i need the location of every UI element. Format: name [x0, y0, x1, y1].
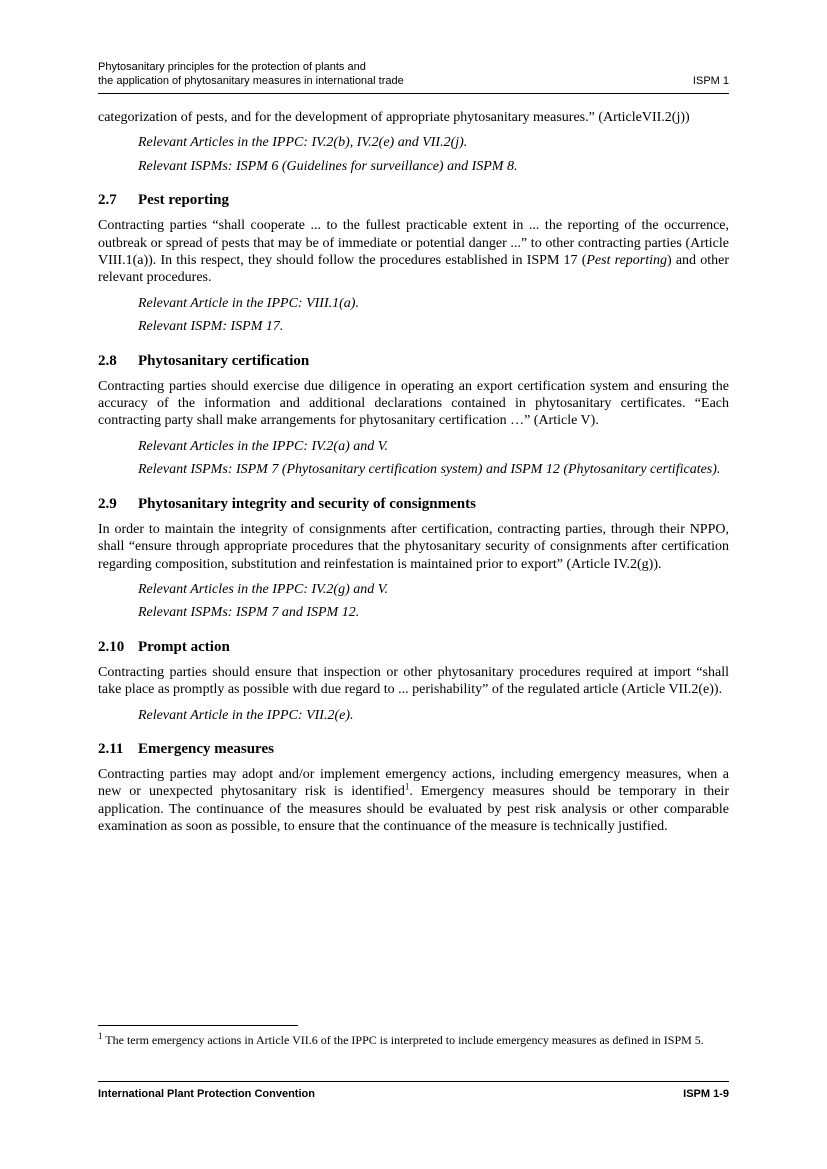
section-heading-2-7: 2.7 Pest reporting	[98, 192, 229, 209]
header-title-line2: the application of phytosanitary measures in international trade	[98, 75, 404, 87]
reference-line: Relevant Articles in the IPPC: IV.2(b), IV.2(e) and VII.2(j).	[138, 135, 468, 151]
page-footer	[98, 1088, 729, 1100]
section-heading-2-9: 2.9 Phytosanitary integrity and security of consignments	[98, 495, 476, 512]
section-heading-2-11: 2.11 Emergency measures	[98, 740, 274, 757]
footnote-text: The term emergency actions in Article VII.6 of the IPPC is interpreted to include emergency measures as defined in ISPM 5.	[102, 1033, 704, 1047]
page-body	[98, 109, 729, 836]
section-2-9-paragraph: In order to maintain the integrity of consignments after certification, contracting parties, through their NPPO, shall “ensure through appropriate procedures that the phytosanitary security of consignments after certification regarding composition, substitution and reinfestation is maintained prior to export” (Article IV.2(g)).	[98, 521, 729, 572]
footnote-reference: 1	[404, 781, 410, 792]
header-doc-id: ISPM 1	[692, 75, 729, 87]
footnote	[98, 1033, 729, 1048]
section-2-8-references	[138, 438, 729, 479]
reference-line: Relevant Articles in the IPPC: IV.2(g) and V.	[138, 581, 389, 597]
reference-line: Relevant ISPM: ISPM 17.	[138, 319, 284, 335]
intro-paragraph: categorization of pests, and for the development of appropriate phytosanitary measures.” (ArticleVII.2(j))	[98, 110, 690, 125]
reference-line: Relevant Article in the IPPC: VIII.1(a).	[138, 295, 359, 311]
section-2-7-paragraph: Contracting parties “shall cooperate ... to the fullest practicable extent in ... the reporting of the occurrence, outbreak or spread of pests that may be of immediate or potential danger ...” to other contracting parties (Article VIII.1(a)). In this respect, they should follow the procedures established in ISPM 17 (Pest reporting) and other relevant procedures.	[98, 218, 729, 286]
section-2-10-paragraph: Contracting parties should ensure that inspection or other phytosanitary procedures required at import “shall take place as promptly as possible with due regard to ... perishability” of the regulated article (Article VII.2(e)).	[98, 664, 729, 698]
footnote-mark: 1	[98, 1031, 103, 1041]
footer-divider	[98, 1081, 729, 1082]
footer-page-number: ISPM 1-9	[683, 1088, 729, 1100]
reference-line: Relevant ISPMs: ISPM 6 (Guidelines for surveillance) and ISPM 8.	[138, 158, 518, 174]
reference-line: Relevant ISPMs: ISPM 7 (Phytosanitary certification system) and ISPM 12 (Phytosanitary certificates).	[138, 462, 721, 478]
reference-line: Relevant Article in the IPPC: VII.2(e).	[138, 707, 354, 723]
section-2-8-paragraph: Contracting parties should exercise due diligence in operating an export certification system and ensuring the accuracy of the information and additional declarations contained in phytosanitary certificates. “Each contracting party shall make arrangements for phytosanitary certification …” (Article V).	[98, 378, 729, 429]
section-2-7-references	[138, 295, 729, 336]
intro-references	[138, 134, 729, 175]
section-heading-2-8: 2.8 Phytosanitary certification	[98, 352, 310, 369]
reference-line: Relevant ISPMs: ISPM 7 and ISPM 12.	[138, 605, 360, 621]
header-title-line1: Phytosanitary principles for the protection of plants and	[98, 61, 366, 73]
section-2-11-paragraph: Contracting parties may adopt and/or implement emergency actions, including emergency measures, when a new or unexpected phytosanitary risk is identified$^1$. Emergency measures should be temporary in their application. The continuance of the measures should be evaluated by pest risk analysis or other comparable examination as soon as possible, to ensure that the continuance of the measure is technically justified.	[98, 766, 729, 835]
reference-line: Relevant Articles in the IPPC: IV.2(a) and V.	[138, 438, 389, 454]
footer-organization: International Plant Protection Convention	[98, 1088, 315, 1100]
section-2-10-references	[138, 707, 729, 724]
section-2-9-references	[138, 581, 729, 622]
footnote-divider	[98, 1025, 298, 1026]
page-header	[98, 60, 729, 88]
section-heading-2-10: 2.10 Prompt action	[98, 638, 230, 655]
header-divider	[98, 93, 729, 94]
